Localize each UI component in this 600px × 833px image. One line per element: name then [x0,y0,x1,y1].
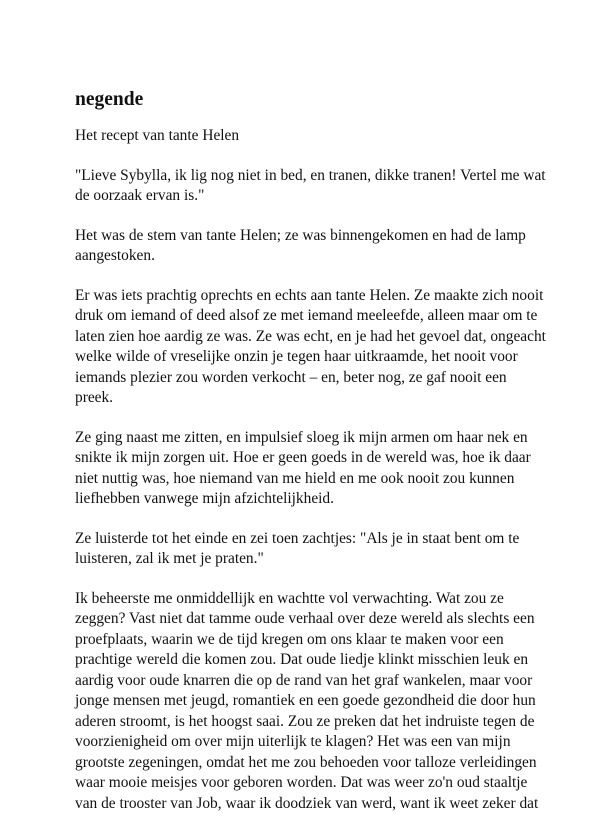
paragraph: "Lieve Sybylla, ik lig nog niet in bed, en tranen, dikke tranen! Vertel me wat de oorzaak ervan is." [75,166,546,204]
chapter-heading: negende [75,89,144,110]
paragraph: Er was iets prachtig oprechts en echts aan tante Helen. Ze maakte zich nooit druk om iemand of deed alsof ze met iemand meeleefde, alleen maar om te laten zien hoe aardig ze was. Ze was echt, en je had het gevoel dat, ongeacht welke wilde of vreselijke onzin je tegen haar uitkraamde, het nooit voor iemands plezier zou worden verkocht – en, beter nog, ze gaf nooit een preek. [75,286,546,406]
chapter-subtitle: Het recept van tante Helen [75,127,240,144]
paragraph: Ze luisterde tot het einde en zei toen zachtjes: "Als je in staat bent om te luisteren, zal ik met je praten." [75,529,520,567]
paragraph: Ik beheerste me onmiddellijk en wachtte vol verwachting. Wat zou ze zeggen? Vast niet dat tamme oude verhaal over deze wereld als slechts een proefplaats, waarin we de tijd kregen om ons klaar te maken voor een prachtige wereld die komen zou. Dat oude liedje klinkt misschien leuk en aardig voor oude knarren die op de rand van het graf wankelen, maar voor jonge mensen met jeugd, romantiek en een goede gezondheid die door hun aderen stroomt, is het hoogst saai. Zou ze preken dat het indruiste tegen de voorzienigheid om over mijn uiterlijk te klagen? Het was een van mijn grootste zegeningen, omdat het me zou behoeden voor talloze verleidingen waar mooie meisjes voor geboren worden. Dat was weer zo'n oud staaltje van de trooster van Job, waar ik doodziek van werd, want ik weet zeker dat [75,589,539,812]
page-content [75,88,547,833]
paragraph: Ze ging naast me zitten, en impulsief sloeg ik mijn armen om haar nek en snikte ik mijn zorgen uit. Hoe er geen goeds in de wereld was, hoe ik daar niet nuttig was, hoe niemand van me hield en me ook nooit zou kunnen liefhebben vanwege mijn afzichtelijkheid. [75,428,531,507]
paragraph: Het was de stem van tante Helen; ze was binnengekomen en had de lamp aangestoken. [75,226,526,264]
